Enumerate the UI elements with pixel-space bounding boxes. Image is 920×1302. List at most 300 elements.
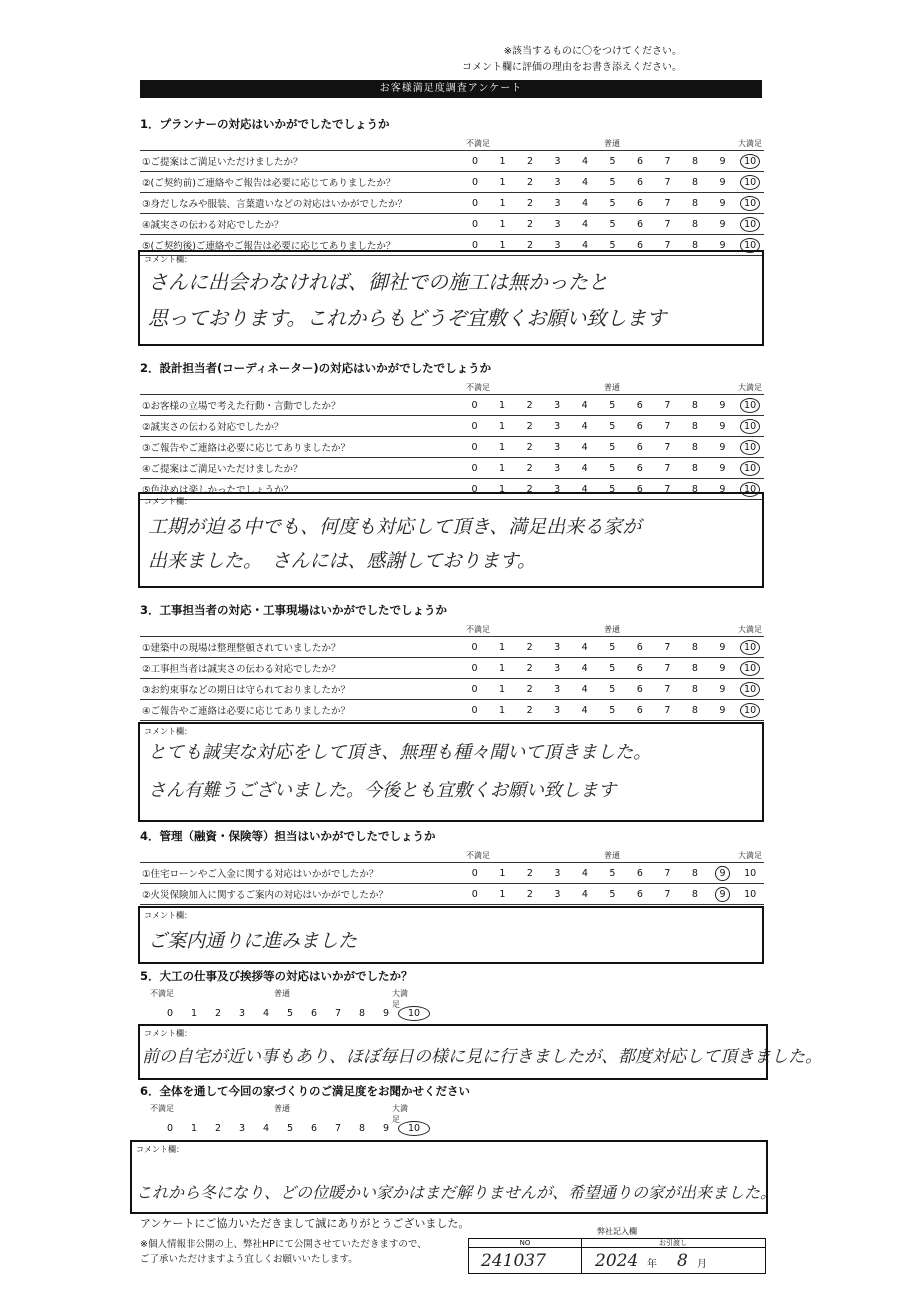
question-row	[140, 193, 764, 214]
rating-option-6[interactable]: 6	[626, 884, 654, 905]
rating-option-6[interactable]: 6	[626, 395, 654, 416]
selected-rating-circle: 10	[740, 703, 760, 718]
rating-option-0[interactable]: 0	[461, 395, 489, 416]
rating-option-5[interactable]: 5	[599, 193, 627, 214]
rating-option-3[interactable]: 3	[544, 884, 572, 905]
rating-option-1[interactable]: 1	[489, 193, 517, 214]
rating-option-3[interactable]: 3	[543, 479, 571, 500]
rating-option-2[interactable]: 2	[516, 172, 544, 193]
rating-option-1[interactable]: 1	[488, 437, 516, 458]
section-4-title: 4．管理（融資・保険等）担当はいかがでしたでしょうか	[140, 829, 436, 843]
rating-option-9[interactable]: 9	[382, 1008, 390, 1019]
scale-low-label: 不満足	[150, 1104, 174, 1113]
rating-option-2[interactable]: 2	[516, 863, 544, 884]
selected-rating-circle: 9	[715, 887, 729, 902]
rating-option-7[interactable]: 7	[654, 235, 682, 256]
rating-option-8[interactable]: 8	[358, 1123, 366, 1134]
rating-option-9[interactable]: 9	[709, 214, 737, 235]
scale-mid-label: 普通	[604, 625, 620, 634]
question-row	[140, 863, 764, 884]
rating-option-10[interactable]	[736, 416, 764, 437]
rating-option-10[interactable]	[736, 151, 764, 172]
rating-option-8[interactable]: 8	[681, 151, 709, 172]
rating-option-5[interactable]: 5	[598, 658, 626, 679]
section-2-comment-box	[138, 492, 764, 588]
scale-low-label: 不満足	[466, 383, 490, 392]
rating-option-9[interactable]: 9	[709, 658, 737, 679]
rating-option-6[interactable]: 6	[626, 479, 654, 500]
rating-option-4[interactable]: 4	[571, 700, 599, 721]
rating-option-0[interactable]: 0	[461, 679, 489, 700]
rating-option-8[interactable]: 8	[681, 458, 709, 479]
scale-high-label: 大満足	[392, 1104, 408, 1124]
rating-option-4[interactable]: 4	[571, 658, 599, 679]
rating-option-10[interactable]	[736, 214, 764, 235]
rating-option-2[interactable]: 2	[214, 1008, 222, 1019]
rating-option-5[interactable]: 5	[286, 1008, 294, 1019]
rating-option-1[interactable]: 1	[488, 416, 516, 437]
scale-labels	[140, 848, 764, 862]
rating-option-8[interactable]: 8	[358, 1008, 366, 1019]
rating-option-9[interactable]	[709, 863, 737, 884]
rating-option-8[interactable]: 8	[681, 437, 709, 458]
selected-rating-circle: 10	[398, 1121, 430, 1136]
rating-option-2[interactable]: 2	[516, 437, 544, 458]
rating-option-1[interactable]: 1	[488, 700, 516, 721]
rating-option-0[interactable]: 0	[461, 700, 489, 721]
rating-option-9[interactable]: 9	[709, 679, 737, 700]
handwritten-comment-line: さん有難うございました。今後とも宜敷くお願い致します	[148, 780, 616, 801]
rating-option-9[interactable]: 9	[709, 395, 737, 416]
rating-option-8[interactable]: 8	[681, 658, 709, 679]
question-text: ③身だしなみや服装、言葉遣いなどの対応はいかがでしたか？	[140, 193, 461, 214]
question-text: ④ご報告やご連絡は必要に応じてありましたか？	[140, 700, 461, 721]
rating-option-5[interactable]: 5	[599, 151, 627, 172]
comment-label: コメント欄：	[144, 911, 192, 920]
rating-option-10[interactable]	[736, 193, 764, 214]
rating-option-5[interactable]: 5	[599, 884, 627, 905]
section-5-title: 5．大工の仕事及び挨拶等の対応はいかがでしたか？	[140, 969, 413, 983]
rating-option-4[interactable]: 4	[571, 679, 599, 700]
rating-option-6[interactable]: 6	[626, 214, 654, 235]
rating-option-0[interactable]: 0	[166, 1123, 174, 1134]
rating-table	[140, 150, 764, 256]
handwritten-comment-line: 出来ました。 さんには、感謝しております。	[148, 550, 536, 572]
rating-option-1[interactable]: 1	[489, 172, 517, 193]
comment-label: コメント欄：	[144, 255, 192, 264]
rating-option-5[interactable]: 5	[286, 1123, 294, 1134]
rating-option-3[interactable]: 3	[544, 214, 572, 235]
question-text: ④ご提案はご満足いただけましたか？	[140, 458, 461, 479]
rating-option-10[interactable]: 10	[736, 863, 764, 884]
section-5-scale	[158, 1006, 422, 1021]
office-box-divider	[581, 1239, 582, 1273]
rating-option-0[interactable]: 0	[461, 172, 489, 193]
rating-option-0[interactable]: 0	[461, 416, 489, 437]
scale-mid-label: 普通	[274, 989, 290, 998]
rating-option-9[interactable]: 9	[709, 235, 737, 256]
rating-option-0[interactable]: 0	[461, 884, 489, 905]
section-6-comment-box	[130, 1140, 777, 1214]
rating-option-3[interactable]: 3	[544, 193, 572, 214]
rating-option-8[interactable]: 8	[681, 863, 709, 884]
rating-option-4[interactable]: 4	[571, 193, 599, 214]
selected-rating-circle: 10	[740, 682, 760, 697]
handwritten-comment-line: 思っております。これからもどうぞ宜敷くお願い致します	[148, 306, 667, 330]
no-label: NO	[469, 1239, 582, 1248]
rating-table	[140, 394, 764, 500]
rating-option-9[interactable]: 9	[709, 479, 737, 500]
rating-option-6[interactable]: 6	[626, 679, 654, 700]
scale-mid-label: 普通	[604, 383, 620, 392]
rating-option-3[interactable]: 3	[543, 458, 571, 479]
rating-option-5[interactable]: 5	[598, 395, 626, 416]
rating-option-10[interactable]	[736, 637, 764, 658]
handwritten-comment-line: ご案内通りに進みました	[148, 930, 358, 952]
rating-option-6[interactable]: 6	[626, 416, 654, 437]
rating-option-5[interactable]: 5	[598, 416, 626, 437]
rating-option-2[interactable]: 2	[516, 658, 544, 679]
rating-option-3[interactable]: 3	[543, 416, 571, 437]
rating-option-7[interactable]: 7	[654, 863, 682, 884]
rating-option-7[interactable]: 7	[654, 658, 682, 679]
comment-label: コメント欄：	[144, 1029, 192, 1038]
rating-option-6[interactable]: 6	[626, 437, 654, 458]
rating-option-0[interactable]: 0	[461, 458, 489, 479]
rating-option-7[interactable]: 7	[654, 637, 682, 658]
rating-option-4[interactable]: 4	[571, 637, 599, 658]
office-use-label: 弊社記入欄	[597, 1227, 637, 1236]
rating-option-4[interactable]: 4	[571, 416, 599, 437]
rating-option-0[interactable]: 0	[461, 863, 489, 884]
rating-option-2[interactable]: 2	[214, 1123, 222, 1134]
rating-option-7[interactable]: 7	[334, 1123, 342, 1134]
question-row	[140, 884, 764, 905]
rating-option-5[interactable]: 5	[598, 679, 626, 700]
scale-low-label: 不満足	[150, 989, 174, 998]
rating-option-1[interactable]: 1	[488, 637, 516, 658]
rating-option-1[interactable]: 1	[488, 658, 516, 679]
rating-option-1[interactable]: 1	[489, 235, 517, 256]
handwritten-comment-line: 工期が迫る中でも、何度も対応して頂き、満足出来る家が	[148, 516, 642, 538]
rating-option-3[interactable]: 3	[544, 235, 572, 256]
selected-rating-circle: 10	[740, 482, 760, 497]
rating-option-8[interactable]: 8	[681, 214, 709, 235]
rating-option-9[interactable]: 9	[709, 193, 737, 214]
rating-option-7[interactable]: 7	[654, 193, 682, 214]
year-unit: 年	[647, 1259, 657, 1270]
section-4	[140, 828, 764, 905]
section-3	[140, 602, 764, 721]
rating-option-7[interactable]: 7	[654, 479, 682, 500]
section-3-comment-box	[138, 722, 764, 822]
rating-option-9[interactable]	[709, 884, 737, 905]
rating-option-6[interactable]: 6	[626, 863, 654, 884]
rating-option-3[interactable]: 3	[543, 700, 571, 721]
rating-option-9[interactable]: 9	[382, 1123, 390, 1134]
rating-option-1[interactable]: 1	[489, 863, 517, 884]
section-1-comment-box	[138, 250, 764, 346]
question-row	[140, 214, 764, 235]
question-row	[140, 437, 764, 458]
rating-option-7[interactable]: 7	[654, 151, 682, 172]
rating-option-0[interactable]: 0	[461, 658, 489, 679]
rating-option-5[interactable]: 5	[598, 458, 626, 479]
rating-option-10[interactable]	[736, 658, 764, 679]
rating-option-7[interactable]: 7	[654, 437, 682, 458]
section-2	[140, 360, 764, 500]
section-5-scale-labels	[150, 988, 410, 1009]
scale-labels	[140, 136, 764, 150]
rating-option-4[interactable]: 4	[571, 395, 599, 416]
rating-option-8[interactable]: 8	[681, 700, 709, 721]
rating-option-7[interactable]: 7	[654, 884, 682, 905]
selected-rating-circle: 10	[740, 461, 760, 476]
instruction-note-2: コメント欄に評価の理由をお書き添えください。	[462, 62, 682, 73]
rating-option-3[interactable]: 3	[543, 679, 571, 700]
rating-option-6[interactable]: 6	[310, 1008, 318, 1019]
question-row	[140, 658, 764, 679]
rating-option-10[interactable]	[736, 437, 764, 458]
handwritten-comment-line: とても誠実な対応をして頂き、無理も種々聞いて頂きました。	[148, 742, 652, 763]
rating-option-5[interactable]: 5	[599, 172, 627, 193]
rating-option-10[interactable]	[736, 395, 764, 416]
rating-option-5[interactable]: 5	[599, 214, 627, 235]
rating-option-9[interactable]: 9	[709, 458, 737, 479]
rating-option-10[interactable]	[736, 172, 764, 193]
selected-rating-circle: 10	[740, 398, 760, 413]
question-text: ②誠実さの伝わる対応でしたか？	[140, 416, 461, 437]
rating-option-2[interactable]: 2	[516, 214, 544, 235]
section-5-comment: 前の自宅が近い事もあり、ほぼ毎日の様に見に行きましたが、都度対応して頂きました。	[142, 1047, 822, 1067]
question-row	[140, 172, 764, 193]
rating-option-10[interactable]: 10	[736, 884, 764, 905]
rating-option-3[interactable]: 3	[543, 637, 571, 658]
rating-option-9[interactable]: 9	[709, 700, 737, 721]
rating-option-4[interactable]: 4	[262, 1123, 270, 1134]
rating-option-0[interactable]: 0	[461, 637, 489, 658]
selected-rating-circle: 10	[740, 440, 760, 455]
section-2-title: 2．設計担当者(コーディネーター)の対応はいかがでしたでしょうか	[140, 361, 492, 375]
selected-rating-circle: 10	[740, 217, 760, 232]
comment-label: コメント欄：	[136, 1145, 184, 1154]
rating-option-7[interactable]: 7	[654, 172, 682, 193]
privacy-note-2: ご了承いただけますよう宜しくお願いいたします。	[140, 1254, 358, 1265]
handover-month: 8	[677, 1251, 688, 1271]
rating-option-9[interactable]: 9	[709, 416, 737, 437]
rating-option-3[interactable]: 3	[543, 395, 571, 416]
rating-option-2[interactable]: 2	[516, 235, 544, 256]
question-text: ②(ご契約前)ご連絡やご報告は必要に応じてありましたか？	[140, 172, 461, 193]
instruction-note-1: ※該当するものに〇をつけてください。	[503, 46, 682, 57]
rating-option-4[interactable]: 4	[571, 884, 599, 905]
rating-option-0[interactable]: 0	[461, 235, 489, 256]
rating-option-2[interactable]: 2	[516, 637, 544, 658]
handover-label: お引渡し	[581, 1239, 765, 1248]
rating-option-6[interactable]: 6	[626, 172, 654, 193]
no-value: 241037	[481, 1251, 546, 1271]
rating-option-7[interactable]: 7	[654, 214, 682, 235]
rating-option-4[interactable]: 4	[571, 479, 599, 500]
rating-option-1[interactable]: 1	[190, 1123, 198, 1134]
comment-label: コメント欄：	[144, 727, 192, 736]
rating-table	[140, 862, 764, 905]
question-row	[140, 679, 764, 700]
rating-option-7[interactable]: 7	[654, 458, 682, 479]
rating-option-0[interactable]: 0	[461, 479, 489, 500]
rating-option-9[interactable]: 9	[709, 437, 737, 458]
rating-option-1[interactable]: 1	[190, 1008, 198, 1019]
rating-option-3[interactable]: 3	[238, 1123, 246, 1134]
survey-title: お客様満足度調査アンケート	[140, 80, 762, 98]
rating-option-4[interactable]: 4	[262, 1008, 270, 1019]
selected-rating-circle: 10	[740, 640, 760, 655]
selected-rating-circle: 9	[715, 866, 729, 881]
question-text: ②火災保険加入に関するご案内の対応はいかがでしたか？	[140, 884, 461, 905]
privacy-note-1: ※個人情報非公開の上、弊社HPにて公開させていただきますので、	[140, 1239, 427, 1250]
rating-option-3[interactable]: 3	[544, 172, 572, 193]
rating-option-3[interactable]: 3	[543, 658, 571, 679]
rating-option-2[interactable]: 2	[516, 193, 544, 214]
rating-option-4[interactable]: 4	[571, 214, 599, 235]
handwritten-comment-line: さんに出会わなければ、御社での施工は無かったと	[148, 270, 608, 294]
question-text: ①住宅ローンやご入金に関する対応はいかがでしたか？	[140, 863, 461, 884]
rating-option-1[interactable]: 1	[488, 479, 516, 500]
rating-option-5[interactable]: 5	[598, 437, 626, 458]
rating-option-6[interactable]: 6	[626, 193, 654, 214]
question-row	[140, 637, 764, 658]
selected-rating-circle: 10	[740, 175, 760, 190]
rating-option-0[interactable]: 0	[461, 151, 489, 172]
rating-option-7[interactable]: 7	[654, 679, 682, 700]
rating-option-2[interactable]: 2	[516, 151, 544, 172]
rating-option-2[interactable]: 2	[516, 395, 544, 416]
rating-option-2[interactable]: 2	[516, 700, 544, 721]
scale-low-label: 不満足	[466, 851, 490, 860]
question-text: ⑤色決めは楽しかったでしょうか？	[140, 479, 461, 500]
question-text: ③ご報告やご連絡は必要に応じてありましたか？	[140, 437, 461, 458]
rating-option-8[interactable]: 8	[681, 235, 709, 256]
rating-option-0[interactable]: 0	[166, 1008, 174, 1019]
rating-option-2[interactable]: 2	[516, 884, 544, 905]
rating-option-5[interactable]: 5	[598, 479, 626, 500]
rating-option-6[interactable]: 6	[310, 1123, 318, 1134]
rating-option-10[interactable]	[398, 1121, 422, 1136]
section-5-comment-box	[138, 1024, 822, 1080]
question-text: ④誠実さの伝わる対応でしたか？	[140, 214, 461, 235]
rating-option-7[interactable]: 7	[654, 416, 682, 437]
rating-option-1[interactable]: 1	[488, 458, 516, 479]
selected-rating-circle: 10	[398, 1006, 430, 1021]
rating-option-10[interactable]	[398, 1006, 422, 1021]
rating-option-6[interactable]: 6	[626, 151, 654, 172]
month-unit: 月	[697, 1259, 707, 1270]
rating-option-3[interactable]: 3	[544, 863, 572, 884]
rating-option-6[interactable]: 6	[626, 637, 654, 658]
question-text: ①ご提案はご満足いただけましたか？	[140, 151, 461, 172]
scale-labels	[140, 622, 764, 636]
question-text: ①お客様の立場で考えた行動・言動でしたか？	[140, 395, 461, 416]
rating-option-1[interactable]: 1	[488, 679, 516, 700]
scale-mid-label: 普通	[604, 139, 620, 148]
scale-low-label: 不満足	[466, 139, 490, 148]
rating-option-1[interactable]: 1	[489, 151, 517, 172]
rating-option-8[interactable]: 8	[681, 193, 709, 214]
rating-option-8[interactable]: 8	[681, 884, 709, 905]
section-6-comment: これから冬になり、どの位暖かい家かはまだ解りませんが、希望通りの家が出来ました。	[136, 1183, 777, 1202]
question-text: ③お約束事などの期日は守られておりましたか？	[140, 679, 461, 700]
rating-option-6[interactable]: 6	[626, 658, 654, 679]
rating-option-4[interactable]: 4	[571, 458, 599, 479]
rating-option-9[interactable]: 9	[709, 637, 737, 658]
rating-option-8[interactable]: 8	[681, 679, 709, 700]
scale-high-label: 大満足	[738, 625, 762, 634]
rating-option-3[interactable]: 3	[544, 151, 572, 172]
rating-option-6[interactable]: 6	[626, 700, 654, 721]
rating-option-8[interactable]: 8	[681, 416, 709, 437]
question-row	[140, 700, 764, 721]
rating-option-7[interactable]: 7	[654, 700, 682, 721]
rating-option-10[interactable]	[736, 700, 764, 721]
rating-option-2[interactable]: 2	[516, 416, 544, 437]
rating-option-6[interactable]: 6	[626, 235, 654, 256]
section-1-title: 1．プランナーの対応はいかがでしたでしょうか	[140, 117, 390, 131]
selected-rating-circle: 10	[740, 661, 760, 676]
rating-option-7[interactable]: 7	[654, 395, 682, 416]
section-3-title: 3．工事担当者の対応・工事現場はいかがでしたでしょうか	[140, 603, 447, 617]
rating-option-4[interactable]: 4	[571, 235, 599, 256]
comment-label: コメント欄：	[144, 497, 192, 506]
rating-option-4[interactable]: 4	[571, 151, 599, 172]
rating-option-8[interactable]: 8	[681, 395, 709, 416]
rating-option-4[interactable]: 4	[571, 437, 599, 458]
rating-option-3[interactable]: 3	[238, 1008, 246, 1019]
thanks-message: アンケートにご協力いただきまして誠にありがとうございました。	[140, 1217, 470, 1230]
rating-option-8[interactable]: 8	[681, 637, 709, 658]
rating-option-9[interactable]: 9	[709, 151, 737, 172]
question-row	[140, 395, 764, 416]
rating-option-1[interactable]: 1	[489, 884, 517, 905]
rating-option-5[interactable]: 5	[599, 235, 627, 256]
rating-option-5[interactable]: 5	[599, 863, 627, 884]
rating-option-2[interactable]: 2	[516, 679, 544, 700]
rating-option-5[interactable]: 5	[598, 700, 626, 721]
scale-high-label: 大満足	[738, 851, 762, 860]
section-6-title: 6．全体を通して今回の家づくりのご満足度をお聞かせください	[140, 1084, 470, 1098]
rating-option-6[interactable]: 6	[626, 458, 654, 479]
rating-option-1[interactable]: 1	[489, 214, 517, 235]
rating-option-5[interactable]: 5	[598, 637, 626, 658]
rating-option-7[interactable]: 7	[334, 1008, 342, 1019]
section-1	[140, 116, 764, 256]
rating-option-0[interactable]: 0	[461, 193, 489, 214]
rating-option-4[interactable]: 4	[571, 863, 599, 884]
rating-option-10[interactable]	[736, 458, 764, 479]
rating-option-10[interactable]	[736, 679, 764, 700]
rating-option-4[interactable]: 4	[571, 172, 599, 193]
rating-option-1[interactable]: 1	[488, 395, 516, 416]
rating-option-0[interactable]: 0	[461, 437, 489, 458]
rating-option-0[interactable]: 0	[461, 214, 489, 235]
rating-option-8[interactable]: 8	[681, 479, 709, 500]
scale-high-label: 大満足	[392, 989, 408, 1009]
office-use-box	[468, 1238, 766, 1274]
rating-option-9[interactable]: 9	[709, 172, 737, 193]
rating-option-3[interactable]: 3	[543, 437, 571, 458]
rating-option-8[interactable]: 8	[681, 172, 709, 193]
rating-option-2[interactable]: 2	[516, 458, 544, 479]
rating-option-2[interactable]: 2	[516, 479, 544, 500]
